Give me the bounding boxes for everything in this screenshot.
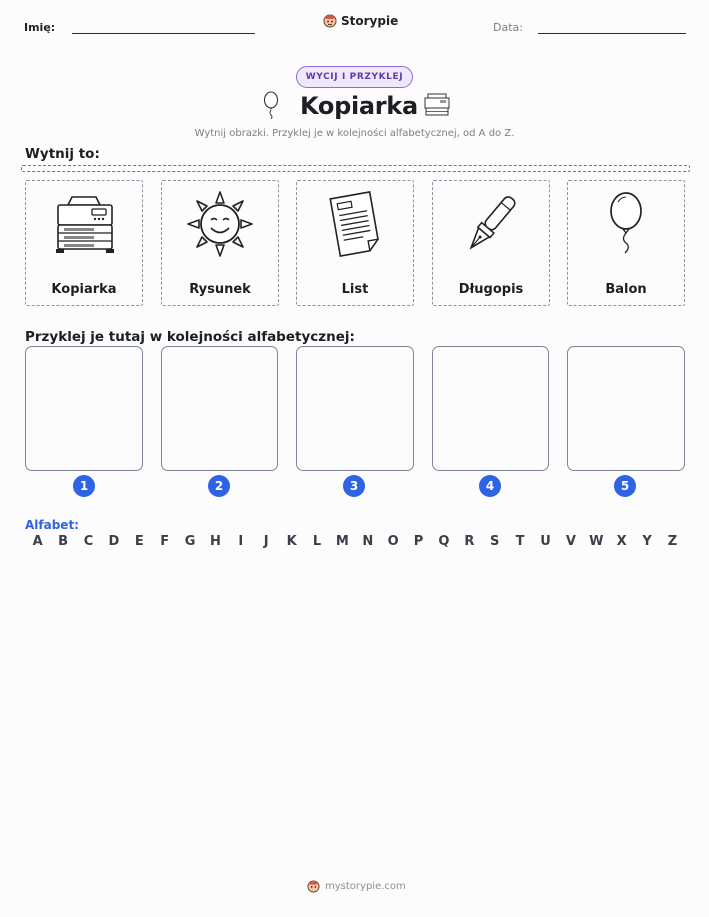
alphabet-letter: P xyxy=(413,534,424,549)
balloon-icon xyxy=(568,189,684,259)
date-field[interactable] xyxy=(538,33,686,34)
position-number: 1 xyxy=(73,475,95,497)
alphabet-letter: L xyxy=(312,534,322,549)
alphabet-letter: Q xyxy=(438,534,450,549)
alphabet-letter: Z xyxy=(667,534,678,549)
alphabet-letter: C xyxy=(83,534,94,549)
sun-icon xyxy=(162,189,278,259)
alphabet-label: Alfabet: xyxy=(25,518,79,532)
position-number: 2 xyxy=(208,475,230,497)
activity-badge: WYCIJ I PRZYKLEJ xyxy=(296,66,413,88)
alphabet-letter: V xyxy=(565,534,576,549)
alphabet-letter: H xyxy=(209,534,221,549)
alphabet-letter: F xyxy=(160,534,170,549)
paste-box-2[interactable] xyxy=(161,346,278,471)
card-label: Balon xyxy=(605,282,647,297)
storypie-mascot-icon xyxy=(307,880,320,893)
cut-section-label: Wytnij to: xyxy=(25,146,100,162)
paste-section-label: Przyklej je tutaj w kolejności alfabetycznej: xyxy=(25,329,355,345)
name-field[interactable] xyxy=(72,33,255,34)
alphabet-letter: G xyxy=(184,534,196,549)
alphabet-letter: O xyxy=(387,534,399,549)
alphabet-letter: D xyxy=(108,534,120,549)
alphabet-letter: J xyxy=(263,534,269,549)
position-number: 4 xyxy=(479,475,501,497)
date-label: Data: xyxy=(493,21,523,34)
brand-logo xyxy=(323,14,398,28)
cut-card-sun[interactable] xyxy=(161,180,279,306)
copier-icon xyxy=(26,189,142,259)
alphabet-letter: X xyxy=(616,534,627,549)
alphabet-letter: K xyxy=(286,534,297,549)
alphabet-letter: S xyxy=(490,534,500,549)
alphabet-letter: I xyxy=(238,534,244,549)
fountain-pen-icon xyxy=(433,189,549,259)
footer xyxy=(307,880,406,893)
paste-box-1[interactable] xyxy=(25,346,143,471)
alphabet-letter: N xyxy=(362,534,374,549)
card-label: Kopiarka xyxy=(51,282,117,297)
alphabet-letter: W xyxy=(589,534,604,549)
copier-small-icon xyxy=(423,93,451,122)
alphabet-letter: R xyxy=(464,534,475,549)
cut-line xyxy=(21,165,690,172)
position-number: 5 xyxy=(614,475,636,497)
balloon-small-icon xyxy=(262,91,280,124)
alphabet-letter: E xyxy=(134,534,144,549)
cut-card-letter[interactable] xyxy=(296,180,414,306)
card-label: Rysunek xyxy=(189,282,251,297)
alphabet-letter: Y xyxy=(642,534,652,549)
alphabet-letter: B xyxy=(58,534,69,549)
alphabet-letter: U xyxy=(540,534,551,549)
letter-icon xyxy=(297,189,413,259)
footer-site: mystorypie.com xyxy=(325,881,406,892)
alphabet-letter: A xyxy=(32,534,43,549)
storypie-mascot-icon xyxy=(323,14,337,28)
instructions: Wytnij obrazki. Przyklej je w kolejności alfabetycznej, od A do Z. xyxy=(194,128,515,139)
cut-card-balloon[interactable] xyxy=(567,180,685,306)
card-label: List xyxy=(341,282,369,297)
alphabet-letter: M xyxy=(335,534,349,549)
paste-box-3[interactable] xyxy=(296,346,414,471)
page-title: Kopiarka xyxy=(300,92,418,120)
cut-card-copier[interactable] xyxy=(25,180,143,306)
card-label: Długopis xyxy=(458,282,524,297)
alphabet-strip xyxy=(25,534,685,549)
alphabet-letter: T xyxy=(515,534,525,549)
position-number: 3 xyxy=(343,475,365,497)
brand-name: Storypie xyxy=(341,14,399,28)
name-label: Imię: xyxy=(24,21,56,34)
paste-box-4[interactable] xyxy=(432,346,549,471)
cut-card-pen[interactable] xyxy=(432,180,550,306)
paste-box-5[interactable] xyxy=(567,346,685,471)
